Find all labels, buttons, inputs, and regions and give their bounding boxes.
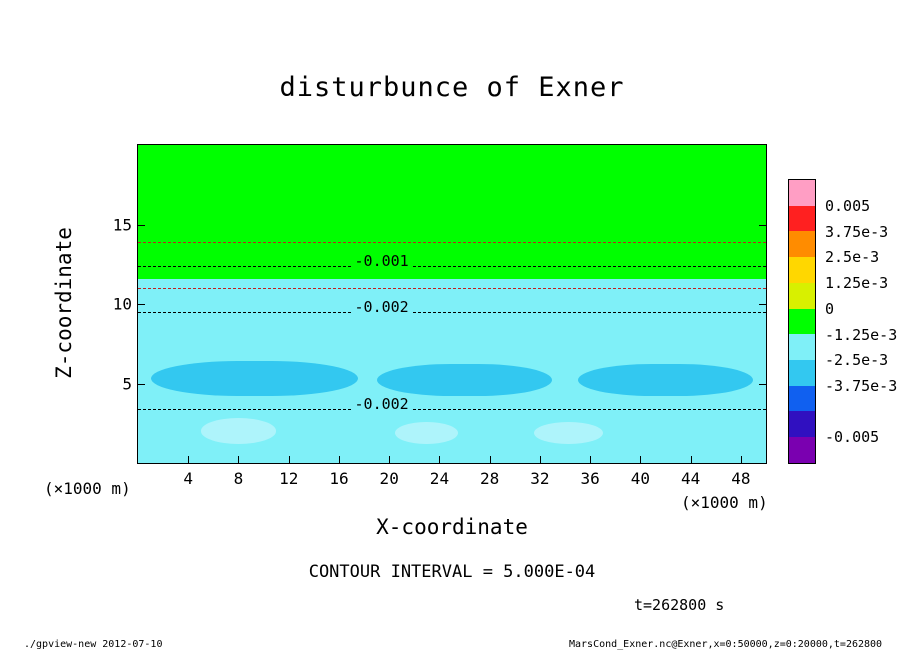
colorbar-segment — [789, 386, 815, 412]
x-tick-label-4: 4 — [183, 469, 194, 488]
contour-line-0002a — [138, 312, 766, 313]
x-tick-label-40: 40 — [630, 469, 651, 488]
colorbar-tick-label: 0 — [825, 299, 835, 318]
footer-right: MarsCond_Exner.nc@Exner,x=0:50000,z=0:20000,t=262800 — [569, 639, 883, 650]
x-tick-label-32: 32 — [530, 469, 550, 488]
fill-blob-5 — [395, 422, 458, 444]
colorbar-segment — [789, 283, 815, 309]
contour-line-0001 — [138, 266, 766, 267]
fill-blob-4 — [201, 418, 276, 443]
x-tick-label-36: 36 — [580, 469, 600, 488]
x-axis-unit: (×1000 m) — [681, 493, 768, 512]
x-axis-label: X-coordinate — [376, 515, 528, 539]
x-tick-label-44: 44 — [680, 469, 701, 488]
x-tickmark-28 — [490, 456, 491, 463]
colorbar-segment — [789, 411, 815, 437]
x-tickmark-24 — [439, 456, 440, 463]
contour-line-0002b — [138, 409, 766, 410]
y-tickmark-10-right — [759, 304, 766, 305]
y-axis-unit: (×1000 m) — [44, 479, 131, 498]
x-tickmark-44 — [691, 456, 692, 463]
time-caption: t=262800 s — [634, 596, 725, 614]
x-tickmark-20 — [389, 456, 390, 463]
colorbar-tick-label: 3.75e-3 — [825, 222, 889, 241]
fill-blob-6 — [534, 422, 603, 444]
contour-label-3: -0.002 — [352, 395, 412, 413]
y-tickmark-5-right — [759, 384, 766, 385]
contour-label-2: -0.002 — [352, 298, 412, 316]
x-tickmark-8 — [238, 456, 239, 463]
colorbar-segment — [789, 257, 815, 283]
footer-left: ./gpview-new 2012-07-10 — [24, 639, 163, 650]
y-tick-label-15: 15 — [112, 215, 132, 234]
colorbar-tick-label: -1.25e-3 — [825, 325, 898, 344]
plot-area — [112, 144, 767, 488]
contour-line-red-lower — [138, 288, 766, 289]
colorbar-segment — [789, 360, 815, 386]
colorbar-segment — [789, 309, 815, 335]
fill-blob-3 — [578, 364, 754, 396]
colorbar-segment — [789, 437, 815, 463]
y-tickmark-5 — [138, 384, 145, 385]
x-tickmark-36 — [590, 456, 591, 463]
x-tick-label-16: 16 — [329, 469, 349, 488]
contour-label-1: -0.001 — [352, 252, 412, 270]
x-tickmark-48 — [741, 456, 742, 463]
x-tickmark-16 — [339, 456, 340, 463]
colorbar-tick-label: 2.5e-3 — [825, 248, 880, 267]
y-tickmark-15-right — [759, 225, 766, 226]
fill-band-green — [138, 145, 766, 279]
y-tickmark-15 — [138, 225, 145, 226]
contour-interval-caption: CONTOUR INTERVAL = 5.000E-04 — [308, 562, 596, 582]
colorbar-segment — [789, 180, 815, 206]
colorbar — [788, 179, 898, 464]
fill-blob-2 — [377, 364, 553, 396]
x-tick-label-12: 12 — [279, 469, 299, 488]
fill-blob-1 — [151, 361, 358, 396]
colorbar-tick-label: -0.005 — [825, 428, 880, 447]
x-tickmark-4 — [188, 456, 189, 463]
y-tickmark-10 — [138, 304, 145, 305]
colorbar-segment — [789, 231, 815, 257]
colorbar-tick-label: 0.005 — [825, 196, 871, 215]
y-axis-label: Z-coordinate — [52, 227, 76, 379]
x-tickmark-40 — [640, 456, 641, 463]
y-tick-label-5: 5 — [122, 374, 132, 393]
colorbar-tick-label: -3.75e-3 — [825, 377, 898, 396]
x-tick-label-20: 20 — [379, 469, 399, 488]
y-tick-label-10: 10 — [112, 294, 132, 314]
colorbar-segment — [789, 206, 815, 232]
colorbar-segment — [789, 334, 815, 360]
x-tick-label-24: 24 — [429, 469, 450, 488]
x-tick-label-8: 8 — [233, 469, 244, 488]
x-tickmark-12 — [289, 456, 290, 463]
colorbar-tick-label: -2.5e-3 — [825, 351, 889, 370]
x-tick-label-48: 48 — [731, 469, 751, 488]
colorbar-tick-label: 1.25e-3 — [825, 274, 889, 292]
x-tick-label-28: 28 — [480, 469, 500, 488]
chart-title: disturbunce of Exner — [279, 72, 625, 103]
x-tickmark-32 — [540, 456, 541, 463]
contour-line-red-upper — [138, 242, 766, 243]
